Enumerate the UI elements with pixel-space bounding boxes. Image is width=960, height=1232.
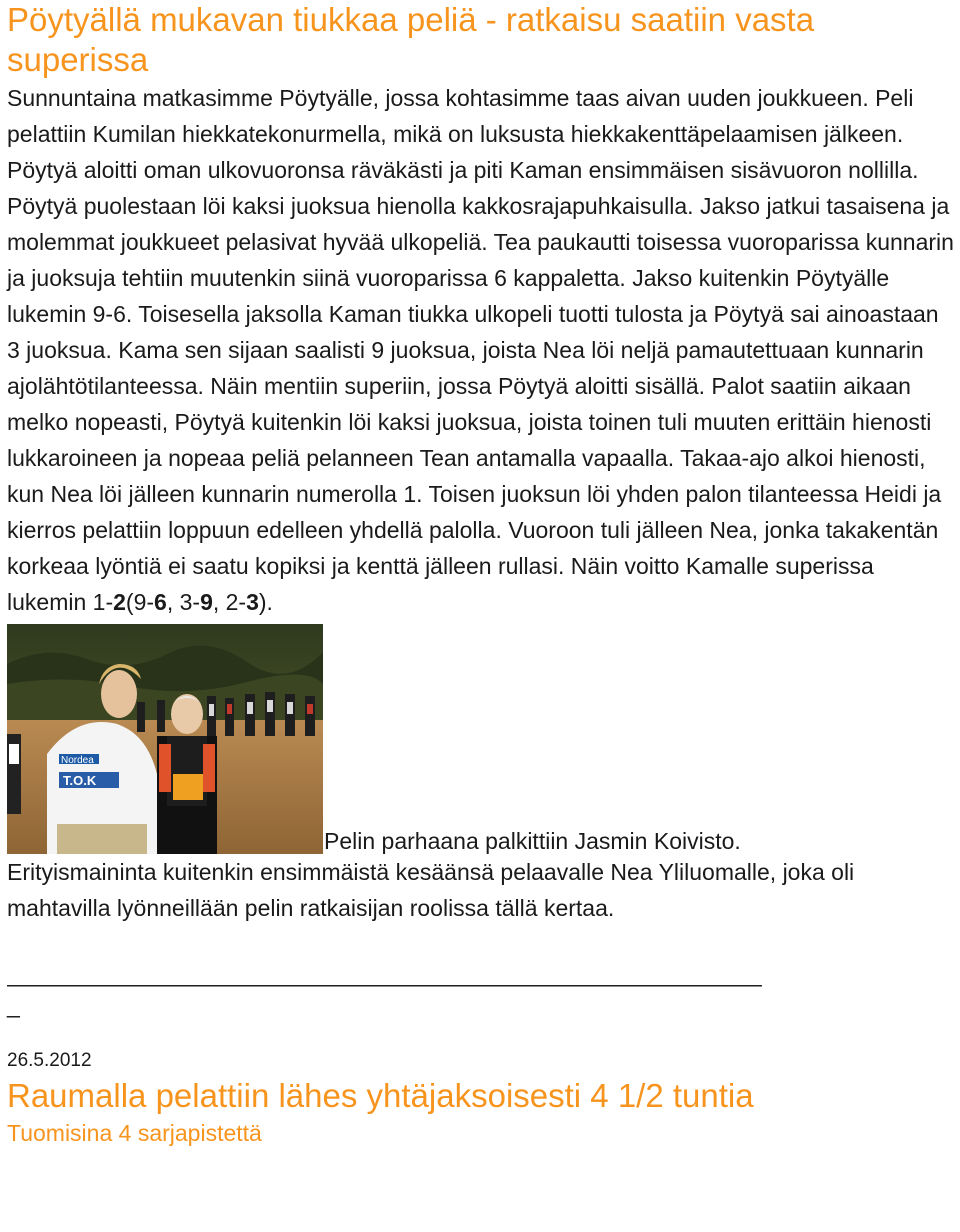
photo-caption-inline: Pelin parhaana palkittiin Jasmin Koivisto. [324,828,741,854]
score-bold: 6 [154,589,167,615]
article-title: Pöytyällä mukavan tiukkaa peliä - ratkaisu saatiin vasta superissa [7,1,815,78]
score-bold: 2 [113,589,126,615]
article-body [7,80,957,620]
page [7,0,957,1148]
score-part: ). [258,589,273,615]
bib-text: T.O.K [63,773,97,788]
score-part: (9- [125,589,155,615]
score-bold: 9 [200,589,213,615]
photo-caption-more: Erityismaininta kuitenkin ensimmäistä kesäänsä pelaavalle Nea Yliluomalle, joka oli mahtavilla lyönneillään pelin ratkaisijan roolissa tällä kertaa. [7,859,855,921]
shirt-text: Nordea [61,755,94,766]
next-post-subtitle: Tuomisina 4 sarjapistettä [7,1120,262,1146]
award-photo-image [7,624,323,854]
separator-line: ___________________________________________________________ [7,961,762,987]
award-photo [7,624,323,854]
score-part: , 2- [212,589,247,615]
score-bold: 3 [246,589,259,615]
photo-row [7,624,957,854]
separator-tail: _ [7,992,20,1018]
next-post-title[interactable]: Raumalla pelattiin lähes yhtäjaksoisesti 4 1/2 tuntia [7,1077,754,1114]
score-part: , 3- [166,589,201,615]
next-post-date: 26.5.2012 [7,1050,92,1071]
score-part: 1- [92,589,114,615]
article-body-text: Sunnuntaina matkasimme Pöytyälle, jossa kohtasimme taas aivan uuden joukkueen. Peli pelattiin Kumilan hiekkatekonurmella, mikä on luksusta hiekkakenttäpelaamisen jälkeen. Pöytyä aloitti oman ulkovuoronsa räväkästi ja piti Kaman ensimmäisen sisävuoron nollilla. Pöytyä puolestaan löi kaksi juoksua hienolla kakkosrajapuhkaisulla. Jakso jatkui tasaisena ja molemmat joukkueet pelasivat hyvää ulkopeliä. Tea paukautti toisessa vuoroparissa kunnarin ja juoksuja tehtiin muutenkin siinä vuoroparissa 6 kappaletta. Jakso kuitenkin Pöytyälle lukemin 9-6. Toisesella jaksolla Kaman tiukka ulkopeli tuotti tulosta ja Pöytyä sai ainoastaan 3 juoksua. Kama sen sijaan saalisti 9 juoksua, joista Nea löi neljä pamautettuaan kunnarin ajolähtötilanteessa. Näin mentiin superiin, jossa Pöytyä aloitti sisällä. Palot saatiin aikaan melko nopeasti, Pöytyä kuitenkin löi kaksi juoksua, joista toinen tuli muuten erittäin hienosti lukkaroineen ja nopeaa peliä pelanneen Tean antamalla vapaalla. Takaa-ajo alkoi hienosti, kun Nea löi jälleen kunnarin numerolla 1. Toisen juoksun löi yhden palon tilanteessa Heidi ja kierros pelattiin loppuun edelleen yhdellä palolla. Vuoroon tuli jälleen Nea, jonka takakentän korkeaa lyöntiä ei saatu kopiksi ja kenttä jälleen rullasi. Näin voitto Kamalle superissa lukemin [7,85,954,615]
